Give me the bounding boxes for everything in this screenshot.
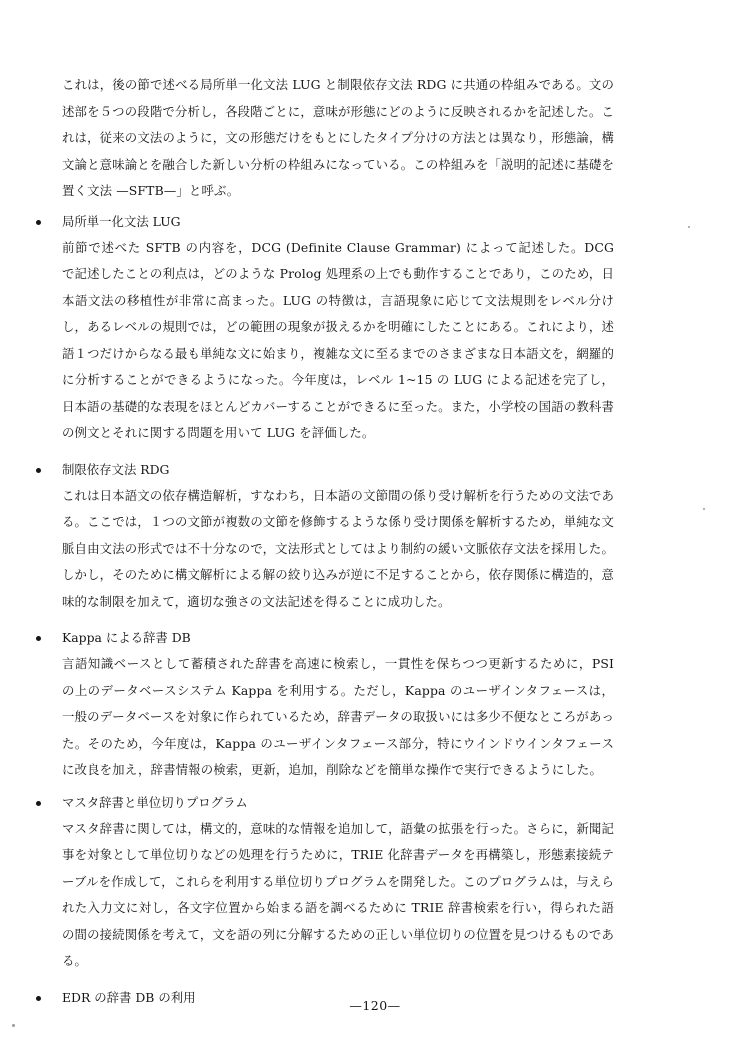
section-heading-text: 制限依存文法 RDG <box>62 461 170 477</box>
bullet-dot-icon <box>36 801 41 806</box>
section-body-rdg: これは日本語文の依存構造解析，すなわち，日本語の文節間の係り受け解析を行うための文法である。ここでは，１つの文節が複数の文節を修飾するような係り受け関係を解析するため，単純な文脈自由文法の形式では不十分なので，文法形式としてはより制約の緩い文脈依存文法を採用した。しかし，そのために構文解析による解の絞り込みが逆に不足することから，依存関係に構造的，意味的な制限を加えて，適切な強さの文法記述を得ることに成功した。 <box>62 487 614 609</box>
section-heading-kappa <box>32 625 614 651</box>
section-body-master-dictionary: マスタ辞書に関しては，構文的，意味的な情報を追加して，語彙の拡張を行った。さらに，新聞記事を対象として単位切りなどの処理を行うために，TRIE 化辞書データを再構築し，形態素接続テーブルを作成して，これらを利用する単位切りプログラムを開発した。このプログラムは，与えられた入力文に対し，各文字位置から始まる語を調べるために TRIE 辞書検索を行い，得られた語の間の接続関係を考えて，文を語の列に分解するための正しい単位切りの位置を見つけるものである。 <box>62 820 614 968</box>
section-body-lug: 前節で述べた SFTB の内容を，DCG (Definite Clause Grammar) によって記述した。DCG で記述したことの利点は，どのような Prolog 処理系の上でも動作することであり，このため，日本語文法の移植性が非常に高まった。LUG の特徴は，言語現象に応じて文法規則をレベル分けし，あるレベルの規則では，どの範囲の現象が扱えるかを明確にしたことにある。これにより，述語１つだけからなる最も単純な文に始まり，複雑な文に至るまでのさまざまな日本語文を，網羅的に分析することができるようになった。今年度は，レベル 1~15 の LUG による記述を完了し，日本語の基礎的な表現をほとんどカバーすることができるに至った。また，小学校の国語の教科書の例文とそれに関する問題を用いて LUG を評価した。 <box>62 239 614 440</box>
intro-paragraph: これは，後の節で述べる局所単一化文法 LUG と制限依存文法 RDG に共通の枠組みである。文の述部を５つの段階で分析し，各段階ごとに，意味が形態にどのように反映されるかを記述した。これは，従来の文法のように，文の形態だけをもとにしたタイプ分けの方法とは異なり，形態論，構文論と意味論とを融合した新しい分析の枠組みになっている。この枠組みを「説明的記述に基礎を置く文法 —SFTB—」と呼ぶ。 <box>62 77 614 198</box>
section-heading-text: Kappa による辞書 DB <box>62 630 191 645</box>
page-content <box>62 64 614 1011</box>
section-heading-rdg <box>32 457 614 483</box>
scan-speck <box>688 226 690 228</box>
page-number: —120— <box>349 998 401 1013</box>
scan-speck <box>703 508 705 510</box>
section-heading-text: 局所単一化文法 LUG <box>62 213 181 229</box>
section-heading-text: マスタ辞書と単位切りプログラム <box>62 794 248 810</box>
section-heading-lug <box>32 209 614 235</box>
section-body-kappa: 言語知識ベースとして蓄積された辞書を高速に検索し，一貫性を保ちつつ更新するために，PSI の上のデータベースシステム Kappa を利用する。ただし，Kappa のユーザインタフェースは，一般のデータベースを対象に作られているため，辞書データの取扱いには多少不便なところがあった。そのため，今年度は，Kappa のユーザインタフェース部分，特にウインドウインタフェースに改良を加え，辞書情報の検索，更新，追加，削除などを簡単な操作で実行できるようにした。 <box>62 656 614 777</box>
bullet-dot-icon <box>36 220 41 225</box>
bullet-dot-icon <box>36 468 41 473</box>
bullet-dot-icon <box>36 636 41 641</box>
section-heading-text: EDR の辞書 DB の利用 <box>62 989 196 1005</box>
section-heading-master-dictionary <box>32 790 614 816</box>
scan-speck <box>12 1024 15 1027</box>
